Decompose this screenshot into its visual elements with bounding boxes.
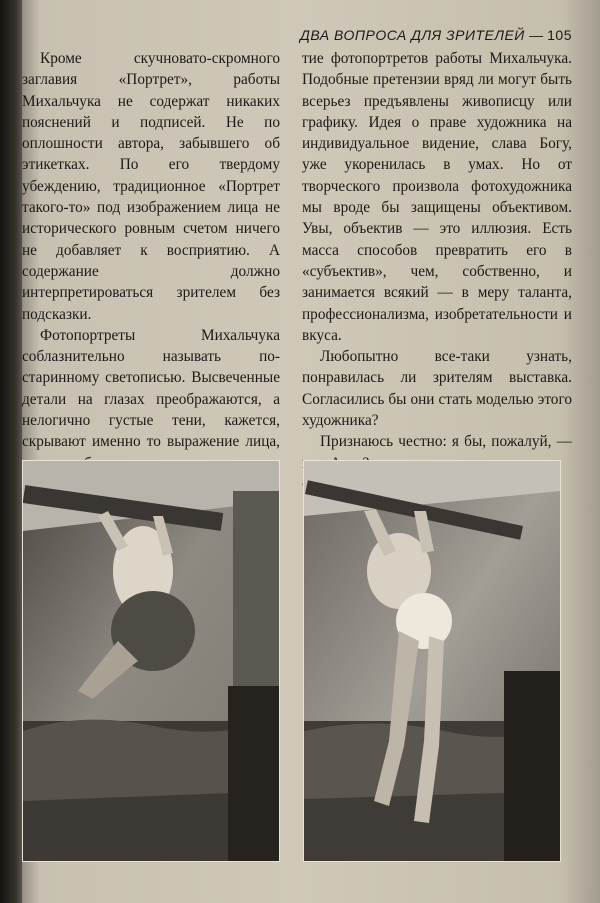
paragraph: Признаюсь честно: я бы, пожалуй, — xyxy=(320,433,572,451)
book-spine-shadow xyxy=(0,0,22,903)
photo-girl-hanging-from-bar-legs-down xyxy=(303,460,561,862)
photo-right-illustration xyxy=(304,461,560,861)
paragraph: Кроме скучновато-скромного заглавия «Портрет», работы Михальчука не содержат никаких пояснений и подписей. Не по оплошности автора, забывшего об этикетках. По его твердому убеждению, традиционное «Портрет такого-то» под изображением лица не исторического ровным счетом ничего не добавляет к восприятию. А содержание должно интерпретироваться зрителем без подсказки. xyxy=(22,50,280,323)
running-title: ДВА ВОПРОСА ДЛЯ ЗРИТЕЛЕЙ — xyxy=(300,27,544,43)
photo-girl-hanging-from-bar-legs-raised xyxy=(22,460,280,862)
paragraph: Любопытно все-таки узнать, понравилась ли зрителям выставка. Согласились бы они стать моделью этого художника? xyxy=(302,348,572,430)
photo-left-illustration xyxy=(23,461,279,861)
paragraph: Фотопортреты Михальчука соблазнительно называть по-старинному светописью. Высвеченные детали на глазах преображаются, а нелогично густые тени, кажется, скрывают именно то выражение лица, xyxy=(22,326,280,451)
page-number: 105 xyxy=(547,27,572,43)
paragraph-continuation: тие фотопортретов работы Михальчука. Подобные претензии вряд ли могут быть всерьез предъявлены живописцу или графику. Идея о праве художника на индивидуальное видение, слава Богу, уже укоренилась в умах. Но от творческого произвола фотохудожника мы вроде бы защищены объективом. Увы, объектив — это иллюзия. Есть масса способов превратить его в «субъектив», чем, собственно, и занимается всякий — в меру таланта, профессионализма, изобретательности и вкуса. xyxy=(302,50,572,344)
running-header xyxy=(300,24,572,46)
right-text-column xyxy=(302,48,572,495)
